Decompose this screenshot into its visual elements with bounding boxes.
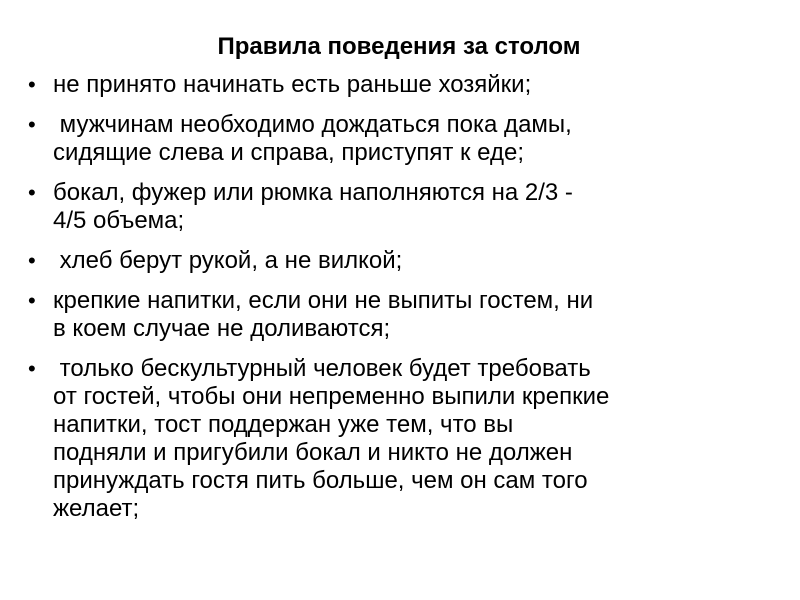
bullet-item-3 xyxy=(28,179,780,235)
slide-title-text: Правила поведения за столом xyxy=(217,33,581,60)
bullet-text: только бескультурный человек будет требовать от гостей, чтобы они непременно выпили крепкие напитки, тост поддержан уже тем, что вы подняли и пригубили бокал и никто не должен принуждать гостя пить больше, чем он сам того желает; xyxy=(53,355,610,522)
bullet-list xyxy=(28,71,780,535)
bullet-text: бокал, фужер или рюмка наполняются на 2/3 - 4/5 объема; xyxy=(53,179,573,234)
bullet-item-2 xyxy=(28,111,780,167)
bullet-icon: • xyxy=(28,180,36,205)
bullet-item-1 xyxy=(28,71,780,99)
bullet-text: хлеб берут рукой, а не вилкой; xyxy=(53,247,403,274)
bullet-item-6 xyxy=(28,355,780,523)
bullet-text: не принято начинать есть раньше хозяйки; xyxy=(53,71,532,98)
bullet-icon: • xyxy=(28,288,36,313)
slide-title xyxy=(0,31,800,63)
bullet-icon: • xyxy=(28,72,36,97)
bullet-icon: • xyxy=(28,356,36,381)
bullet-text: крепкие напитки, если они не выпиты гостем, ни в коем случае не доливаются; xyxy=(53,287,594,342)
bullet-item-4 xyxy=(28,247,780,275)
bullet-icon: • xyxy=(28,248,36,273)
bullet-item-5 xyxy=(28,287,780,343)
bullet-icon: • xyxy=(28,112,36,137)
bullet-text: мужчинам необходимо дождаться пока дамы, сидящие слева и справа, приступят к еде; xyxy=(53,111,572,166)
